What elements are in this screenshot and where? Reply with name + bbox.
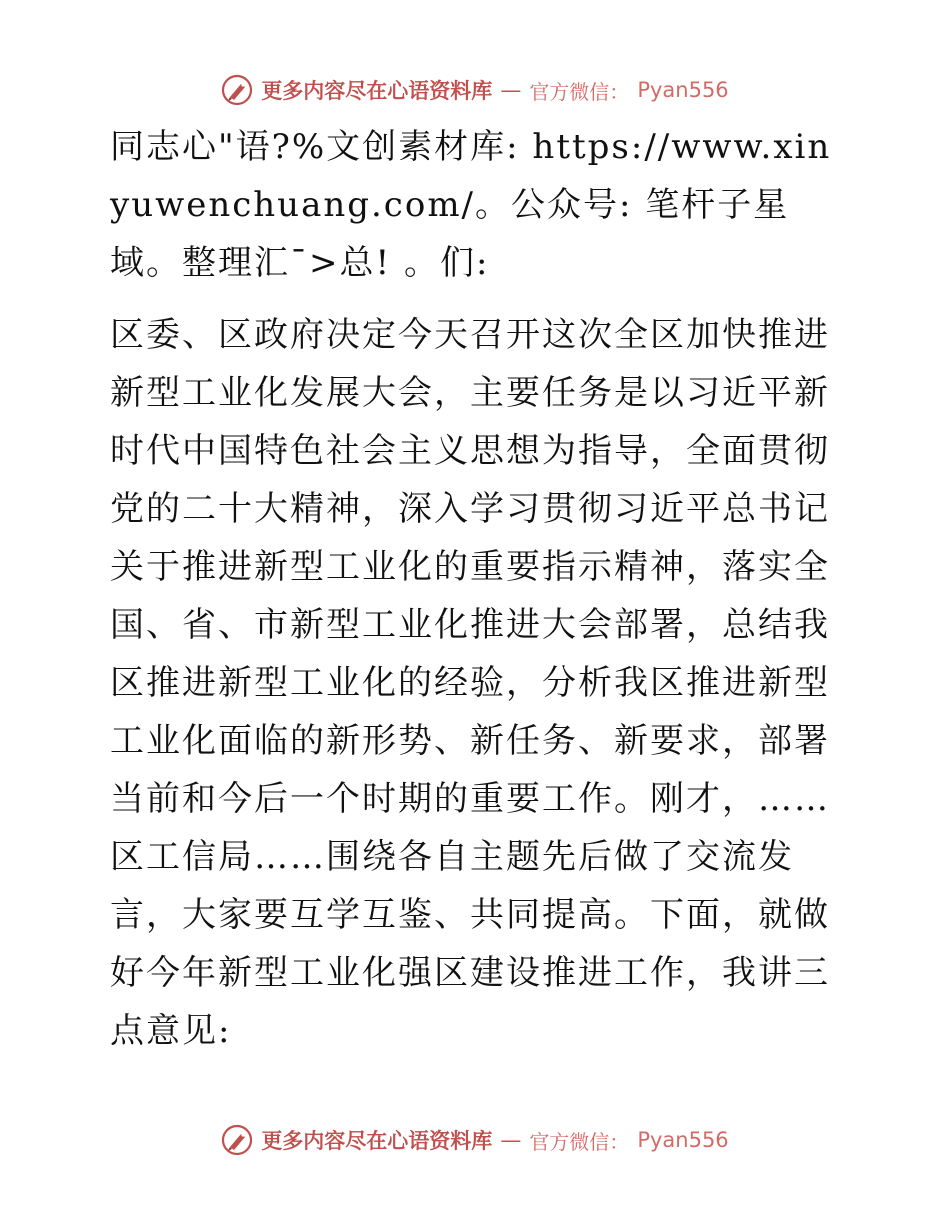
header-watermark-banner (0, 72, 950, 108)
document-paragraph-main: 区委、区政府决定今天召开这次全区加快推进新型工业化发展大会，主要任务是以习近平新时代中国特色社会主义思想为指导，全面贯彻党的二十大精神，深入学习贯彻习近平总书记关于推进新型工业化的重要指示精神，落实全国、省、市新型工业化推进大会部署，总结我区推进新型工业化的经验，分析我区推进新型工业化面临的新形势、新任务、新要求，部署当前和今后一个时期的重要工作。刚才，……区工信局……围绕各自主题先后做了交流发言，大家要互学互鉴、共同提高。下面，就做好今年新型工业化强区建设推进工作，我讲三点意见: (110, 315, 830, 1051)
document-paragraph-intro: 同志心"语?%文创素材库: https://www.xinyuwenchuang.com/。公众号: 笔杆子星域。整理汇¯>总! 。们: (110, 127, 832, 283)
banner-wechat-label: 官方微信： (529, 1129, 630, 1154)
banner-wechat-label: 官方微信： (529, 79, 630, 104)
banner-wechat-id: Pyan556 (637, 1128, 729, 1152)
banner-main-text: 更多内容尽在心语资料库 (261, 1128, 493, 1153)
banner-separator: — (500, 1128, 522, 1152)
pen-logo-icon (221, 74, 253, 106)
banner-wechat-id: Pyan556 (637, 78, 729, 102)
pen-logo-icon (221, 1124, 253, 1156)
document-body (98, 118, 850, 1060)
footer-watermark-banner (0, 1122, 950, 1158)
banner-separator: — (500, 78, 522, 102)
banner-main-text: 更多内容尽在心语资料库 (261, 78, 493, 103)
